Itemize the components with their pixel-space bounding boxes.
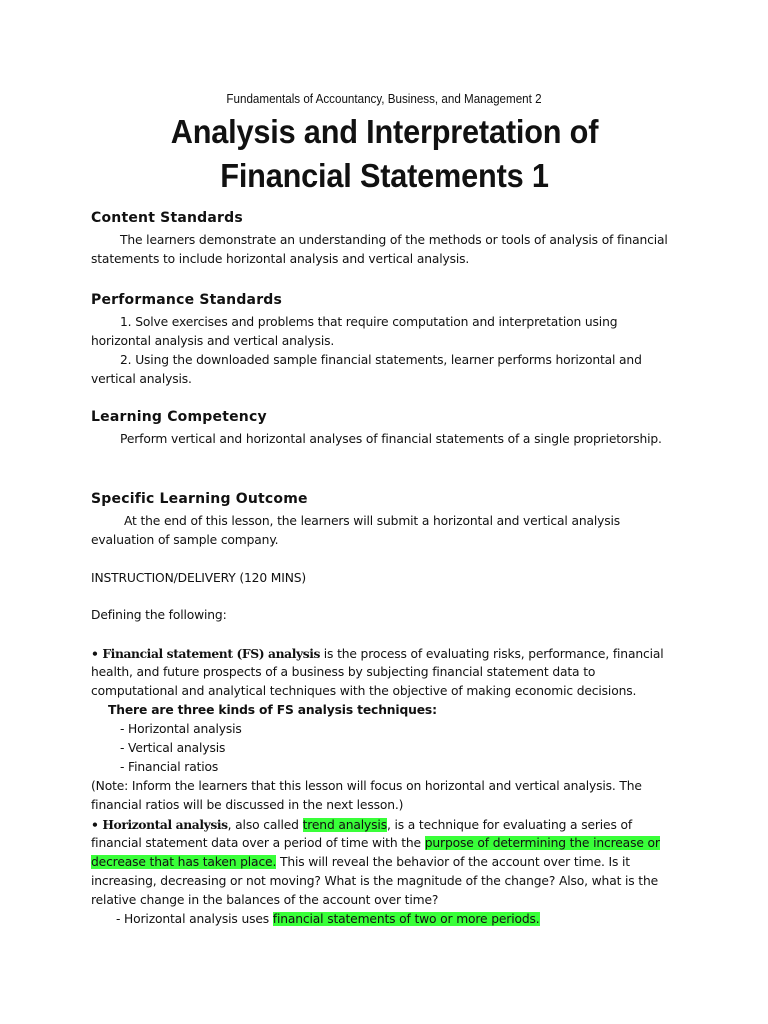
- learning-outcome-heading: Specific Learning Outcome: [91, 491, 308, 507]
- content-standards-line-1: The learners demonstrate an understanding of the methods or tools of analysis of financial: [120, 233, 668, 247]
- horizontal-line-5: relative change in the balances of the account over time?: [91, 893, 439, 907]
- learning-competency-line-1: Perform vertical and horizontal analyses of financial statements of a single proprietorship.: [120, 432, 662, 446]
- page-title: [1, 110, 768, 198]
- bullet: •: [91, 646, 103, 661]
- horizontal-line-1: [91, 815, 691, 835]
- learning-outcome-line-1: At the end of this lesson, the learners will submit a horizontal and vertical analysis: [124, 514, 621, 528]
- text-span: This will reveal the behavior of the account over time. Is it: [276, 855, 630, 869]
- performance-item-1-line-2: horizontal analysis and vertical analysis.: [91, 334, 335, 348]
- performance-item-1-line-1: 1. Solve exercises and problems that require computation and interpretation using: [120, 315, 618, 329]
- learning-outcome-line-2: evaluation of sample company.: [91, 533, 279, 547]
- note-line-1: (Note: Inform the learners that this lesson will focus on horizontal and vertical analysis. The: [91, 779, 642, 793]
- content-standards-heading: Content Standards: [91, 210, 243, 226]
- course-subtitle: Fundamentals of Accountancy, Business, and Management 2: [226, 92, 542, 106]
- fs-kinds-heading: There are three kinds of FS analysis techniques:: [108, 703, 437, 717]
- highlighted-text: purpose of determining the increase or: [424, 836, 660, 850]
- horizontal-line-6: [116, 910, 716, 929]
- instruction-label: INSTRUCTION/DELIVERY (120 MINS): [91, 571, 307, 585]
- performance-item-2-line-2: vertical analysis.: [91, 372, 192, 386]
- highlighted-text: decrease that has taken place.: [91, 855, 277, 869]
- horizontal-line-3: [91, 853, 691, 872]
- horizontal-line-4: increasing, decreasing or not moving? What is the magnitude of the change? Also, what is the: [91, 874, 659, 888]
- fs-analysis-line-2: health, and future prospects of a business by subjecting financial statement data to: [91, 665, 596, 679]
- fs-analysis-term: Financial statement (FS) analysis: [102, 646, 321, 661]
- highlighted-text: trend analysis: [302, 818, 387, 832]
- fs-analysis-text: is the process of evaluating risks, performance, financial: [320, 647, 664, 661]
- fs-kind-item: - Horizontal analysis: [120, 722, 242, 736]
- text-span: financial statement data over a period of time with the: [91, 836, 425, 850]
- text-span: , also called: [227, 818, 303, 832]
- horizontal-line-2: [91, 834, 691, 853]
- text-span: , is a technique for evaluating a series of: [386, 818, 633, 832]
- bullet: •: [91, 817, 103, 832]
- performance-standards-heading: Performance Standards: [91, 292, 283, 308]
- horizontal-analysis-term: Horizontal analysis: [102, 817, 228, 832]
- fs-analysis-line-3: computational and analytical techniques with the objective of making economic decisions.: [91, 684, 637, 698]
- content-standards-line-2: statements to include horizontal analysis and vertical analysis.: [91, 252, 470, 266]
- fs-analysis-line-1: [91, 644, 691, 664]
- highlighted-text: financial statements of two or more periods.: [272, 912, 540, 926]
- title-line-2: Financial Statements 1: [220, 157, 549, 194]
- note-line-2: financial ratios will be discussed in the next lesson.): [91, 798, 404, 812]
- defining-label: Defining the following:: [91, 608, 227, 622]
- performance-item-2-line-1: 2. Using the downloaded sample financial statements, learner performs horizontal and: [120, 353, 642, 367]
- title-line-1: Analysis and Interpretation of: [170, 113, 599, 150]
- learning-competency-heading: Learning Competency: [91, 409, 267, 425]
- fs-kind-item: - Financial ratios: [120, 760, 219, 774]
- text-span: - Horizontal analysis uses: [116, 912, 273, 926]
- fs-kind-item: - Vertical analysis: [120, 741, 226, 755]
